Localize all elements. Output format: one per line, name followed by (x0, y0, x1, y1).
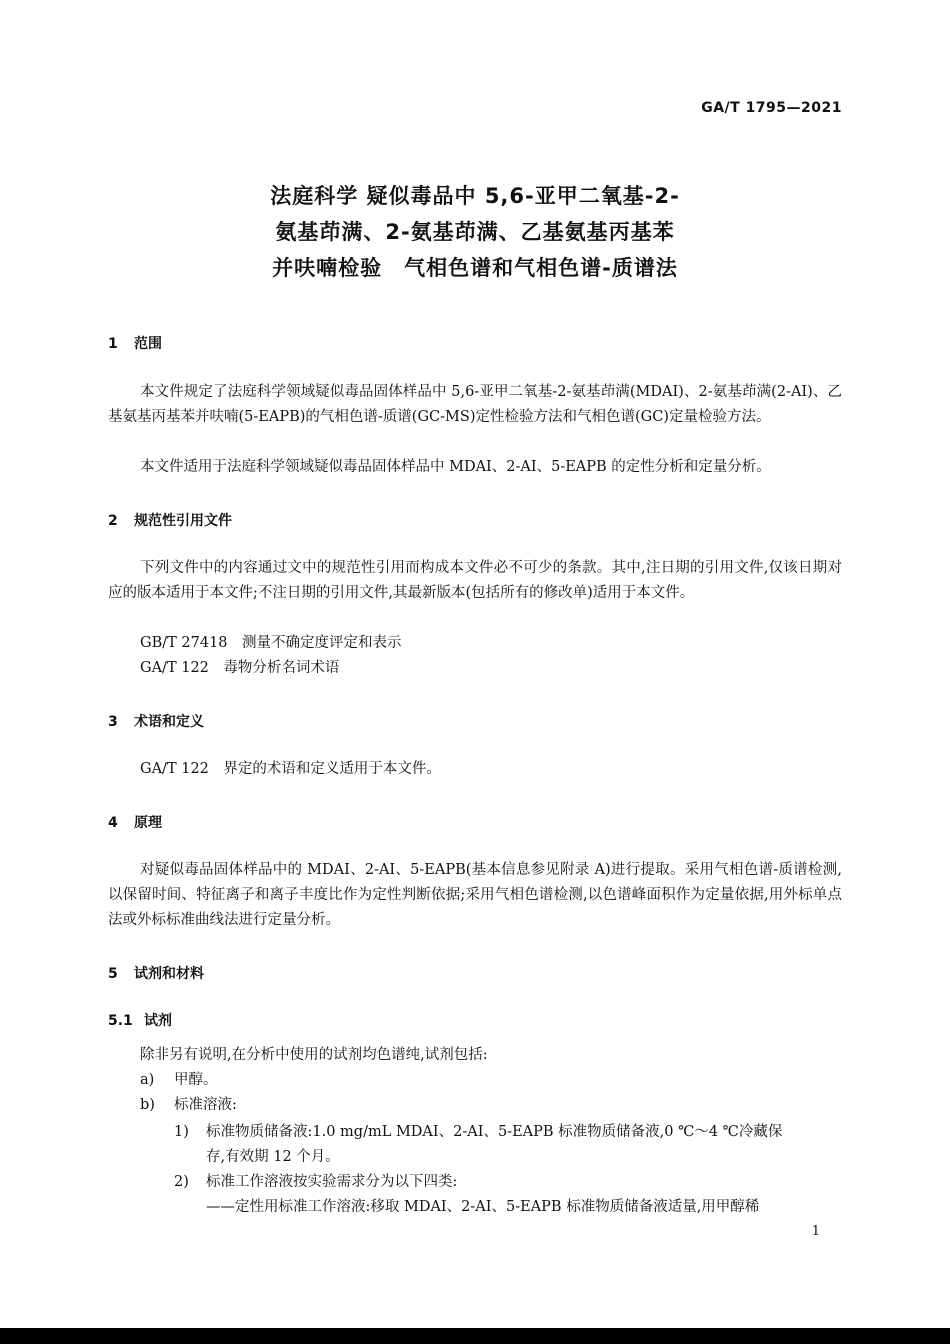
title-line-3: 并呋喃检验 气相色谱和气相色谱-质谱法 (272, 256, 678, 280)
section-number: 3 (108, 714, 118, 730)
section-number: 4 (108, 815, 118, 831)
section-2-paragraph-1: 下列文件中的内容通过文中的规范性引用而构成本文件必不可少的条款。其中,注日期的引用文件,仅该日期对应的版本适用于本文件;不注日期的引用文件,其最新版本(包括所有的修改单)适用于本文件。 (108, 560, 842, 601)
section-title: 试剂和材料 (134, 966, 204, 982)
list-item-b1 (174, 1120, 782, 1145)
section-3-paragraph-1: GA/T 122 界定的术语和定义适用于本文件。 (140, 761, 441, 777)
section-number: 5 (108, 966, 118, 982)
standard-number: GA/T 1795—2021 (701, 100, 842, 116)
section-number: 5.1 (108, 1013, 133, 1029)
reagent-intro: 除非另有说明,在分析中使用的试剂均色谱纯,试剂包括: (140, 1047, 488, 1063)
section-number: 1 (108, 336, 118, 352)
section-title: 术语和定义 (134, 714, 204, 730)
page-number: 1 (811, 1224, 820, 1239)
reference-gbt-27418: GB/T 27418 测量不确定度评定和表示 (140, 635, 402, 651)
section-4-paragraph-1: 对疑似毒品固体样品中的 MDAI、2-AI、5-EAPB(基本信息参见附录 A)进行提取。采用气相色谱-质谱检测,以保留时间、特征离子和离子丰度比作为定性判断依据;采用气相色谱检测,以色谱峰面积作为定量依据,用外标单点法或外标标准曲线法进行定量分析。 (108, 862, 842, 928)
section-title: 试剂 (144, 1013, 172, 1029)
section-5-heading (108, 963, 204, 983)
list-item-b (140, 1093, 237, 1118)
list-label: 1) (174, 1124, 189, 1140)
section-title: 规范性引用文件 (134, 513, 232, 529)
section-1-paragraph-2: 本文件适用于法庭科学领域疑似毒品固体样品中 MDAI、2-AI、5-EAPB 的定性分析和定量分析。 (140, 459, 771, 475)
section-1-heading (108, 333, 162, 353)
section-4-heading (108, 812, 162, 832)
section-3-heading (108, 711, 204, 731)
list-item-b1-continuation: 存,有效期 12 个月。 (206, 1149, 340, 1165)
title-line-1: 法庭科学 疑似毒品中 5,6-亚甲二氧基-2- (270, 184, 680, 208)
list-text: 标准工作溶液按实验需求分为以下四类: (206, 1174, 458, 1190)
section-title: 范围 (134, 336, 162, 352)
list-label: b) (140, 1097, 155, 1113)
list-text: 标准物质储备液:1.0 mg/mL MDAI、2-AI、5-EAPB 标准物质储备液,0 ℃～4 ℃冷藏保 (206, 1124, 783, 1140)
list-label: 2) (174, 1174, 189, 1190)
bottom-border (0, 1328, 950, 1344)
reference-gat-122: GA/T 122 毒物分析名词术语 (140, 660, 340, 676)
list-text: 标准溶液: (174, 1097, 237, 1113)
section-title: 原理 (134, 815, 162, 831)
section-number: 2 (108, 513, 118, 529)
list-item-b2 (174, 1170, 457, 1195)
section-2-heading (108, 510, 232, 530)
list-label: a) (140, 1072, 155, 1088)
dash-item-qualitative-solution: ——定性用标准工作溶液:移取 MDAI、2-AI、5-EAPB 标准物质储备液适量,用甲醇稀 (206, 1199, 760, 1215)
list-item-a (140, 1068, 218, 1093)
section-5-1-heading (108, 1010, 172, 1030)
title-line-2: 氨基茚满、2-氨基茚满、乙基氨基丙基苯 (275, 220, 675, 244)
section-1-paragraph-1: 本文件规定了法庭科学领域疑似毒品固体样品中 5,6-亚甲二氧基-2-氨基茚满(MDAI)、2-氨基茚满(2-AI)、乙基氨基丙基苯并呋喃(5-EAPB)的气相色谱-质谱(GC-MS)定性检验方法和气相色谱(GC)定量检验方法。 (108, 384, 842, 425)
list-text: 甲醇。 (174, 1072, 218, 1088)
document-title (0, 178, 950, 286)
